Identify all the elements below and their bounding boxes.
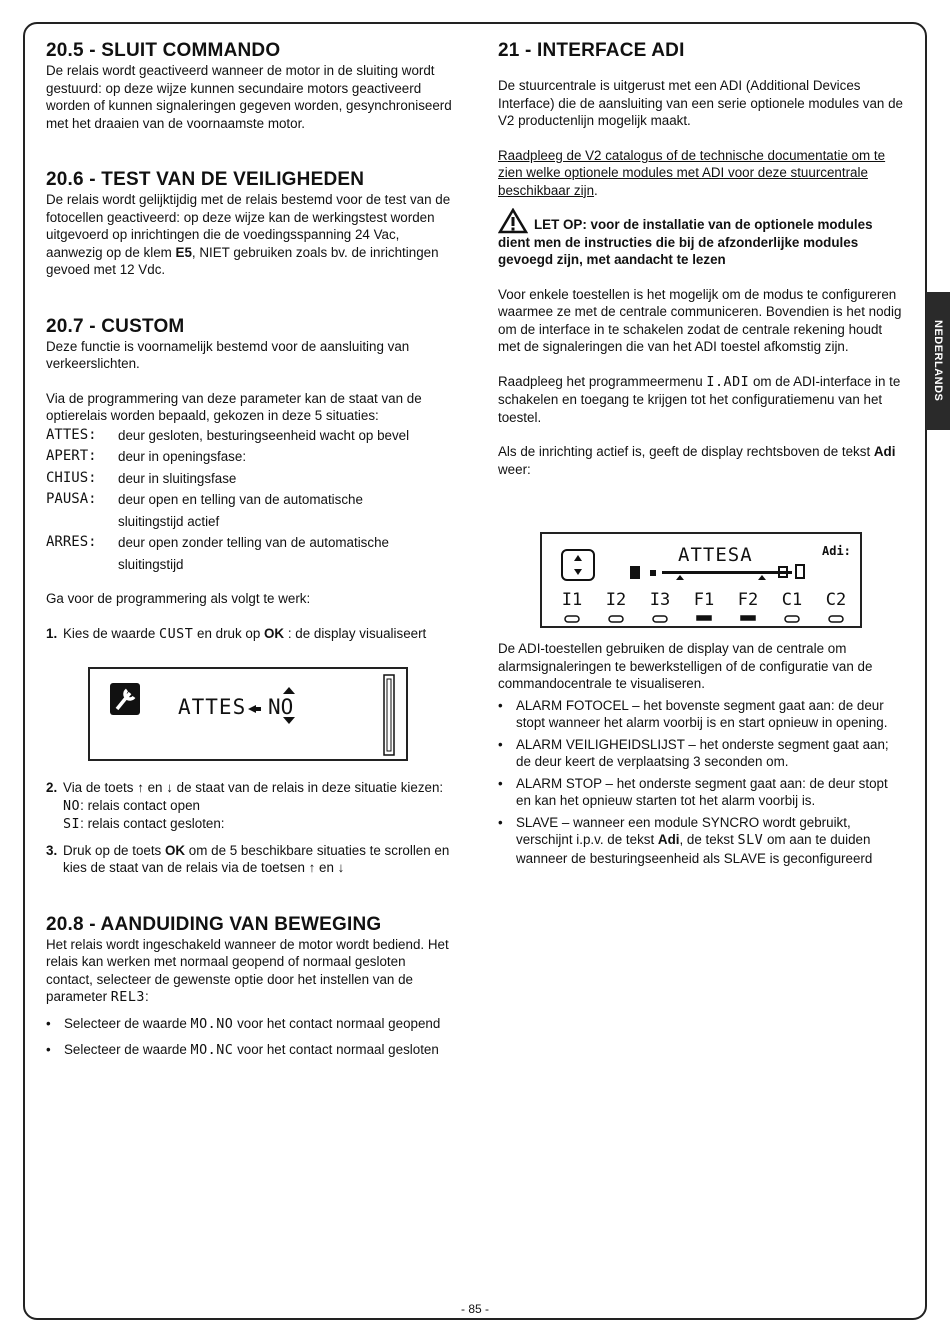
programming-intro: Ga voor de programmering als volgt te werk: <box>46 591 311 606</box>
option-code: CHIUS: <box>46 469 97 486</box>
lcd-display-custom <box>88 667 408 761</box>
warning-icon <box>498 208 528 234</box>
list-item: • SLAVE – wanneer een module SYNCRO wordt gebruikt, verschijnt i.p.v. de tekst Adi, de tekst SLV om aan te duiden wanneer de besturingseenheid als SLAVE is geconfigureerd <box>498 814 873 866</box>
step-2: 2. Via de toets ↑ en ↓ de staat van de relais in deze situatie kiezen: NO: relais contact open SI: relais contact gesloten: <box>46 780 444 832</box>
option-row <box>46 425 456 447</box>
language-tab[interactable]: NEDERLANDS <box>926 292 950 430</box>
catalog-note: Raadpleeg de V2 catalogus of de technische documentatie om te zien welke optionele modules met ADI voor deze stuurcentrale beschikbaar zijn. <box>498 147 886 198</box>
segment-indicator <box>697 616 711 620</box>
segment-indicator <box>565 616 579 622</box>
section-21-intro: De stuurcentrale is uitgerust met een ADI (Additional Devices Interface) die de aansluiting van een serie optionele modules van de V2 productenlijn mogelijk maakt. <box>498 78 903 128</box>
input-label: I2 <box>605 590 627 610</box>
input-label: C1 <box>781 590 803 610</box>
section-21-title: 21 - INTERFACE ADI <box>498 40 685 61</box>
option-description: deur open zonder telling van de automatische <box>118 535 389 550</box>
alarm-list <box>498 697 903 810</box>
section-20-7-options-intro: Via de programmering van deze parameter kan de staat van de optierelais worden bepaald, gekozen in deze 5 situaties: <box>46 390 422 423</box>
display-value: NO <box>268 695 294 719</box>
updown-arrow-icon <box>562 550 594 580</box>
adi-usage-paragraph: De ADI-toestellen gebruiken de display van de centrale om alarmsignaleringen te bewerkstelligen of de configuratie van de commandocentrale te visualiseren. <box>498 641 873 691</box>
section-20-8-body: Het relais wordt ingeschakeld wanneer de motor wordt bediend. Het relais kan werken met normaal geopend of normaal gesloten contact, selecteer de gewenste optie door het instellen van de parameter REL3: <box>46 936 449 1005</box>
segment-indicator <box>829 616 843 622</box>
list-item: • ALARM STOP – het onderste segment gaat aan: de deur stopt en kan het opnieuw starten tot het alarm voorbij is. <box>498 775 888 808</box>
section-20-6-body: De relais wordt gelijktijdig met de relais bestemd voor de test van de fotocellen geactiveerd: op deze wijze kan de werkingstest worden uitgevoerd op inrichtingen die de voedingsspanning 24 Vac, aanwezig op de klem E5, NIET gebruiken zoals bv. de inrichtingen gevoed met 12 Vdc. <box>46 192 451 277</box>
section-20-7-intro: Deze functie is voornamelijk bestemd voor de aansluiting van verkeerslichten. <box>46 338 410 371</box>
option-row <box>46 554 456 576</box>
section-20-8-title: 20.8 - AANDUIDING VAN BEWEGING <box>46 913 382 935</box>
section-20-5-body: De relais wordt geactiveerd wanneer de motor in de sluiting wordt gestuurd: op deze wijze kunnen secundaire motors geactiveerd worden of kunnen signaleringen gegeven worden, gesynchroniseerd met het draaien van de voornaamste motor. <box>46 63 452 131</box>
right-column <box>498 40 903 871</box>
display-paragraph: Als de inrichting actief is, geeft de display rechtsboven de tekst Adi weer: <box>498 444 896 477</box>
option-code: PAUSA: <box>46 491 97 507</box>
menu-paragraph: Raadpleeg het programmeermenu I.ADI om de ADI-interface in te schakelen en toegang te krijgen tot het configuratiemenu van het toestel. <box>498 373 901 425</box>
display-status-text: ATTESA <box>678 544 753 566</box>
display-adi-indicator: Adi: <box>822 544 851 558</box>
input-label: F2 <box>737 590 759 610</box>
option-code <box>46 511 118 533</box>
door-icon <box>630 565 804 580</box>
option-description: deur in sluitingsfase <box>118 470 237 486</box>
section-20-6-title: 20.6 - TEST VAN DE VEILIGHEDEN <box>46 169 365 190</box>
option-row <box>46 468 456 490</box>
option-row <box>46 532 456 554</box>
display-status-text: ATTES <box>178 695 247 719</box>
segment-indicator <box>609 616 623 622</box>
input-label: C2 <box>825 590 847 610</box>
list-item: • ALARM VEILIGHEIDSLIJST – het onderste segment gaat aan; de deur keert de verplaatsing 3 seconden om. <box>498 736 889 769</box>
option-description: sluitingstijd <box>118 556 184 572</box>
input-label: F1 <box>693 590 715 610</box>
lcd-display-adi <box>540 532 862 628</box>
list-item: • ALARM FOTOCEL – het bovenste segment gaat aan: de deur stopt wanneer het alarm voorbij is en start opnieuw in opening. <box>498 697 888 730</box>
segment-indicator <box>653 616 667 622</box>
option-row <box>46 489 456 511</box>
input-label: I3 <box>649 590 671 610</box>
option-description: deur open en telling van de automatische <box>118 492 363 507</box>
input-label: I1 <box>561 590 583 610</box>
display-input-labels <box>542 590 860 612</box>
option-code: ARRES: <box>46 534 97 550</box>
option-code: ATTES: <box>46 426 97 443</box>
page-number: - 85 - <box>460 1302 489 1316</box>
vertical-bar <box>384 675 394 755</box>
arrow-left-icon <box>248 705 261 713</box>
option-code: APERT: <box>46 448 97 464</box>
left-column <box>46 40 456 1064</box>
option-code <box>46 554 118 576</box>
option-row <box>46 511 456 533</box>
option-row <box>46 446 456 468</box>
option-description: deur gesloten, besturingseenheid wacht op bevel <box>118 427 410 443</box>
segment-row <box>565 616 843 622</box>
config-paragraph: Voor enkele toestellen is het mogelijk om de modus te configureren waarmee ze met de centrale communiceren. Bovendien is het nodig om de interface in te schakelen zodat de centrale rekening houdt met de signaleringen die van het ADI toestel afkomstig zijn. <box>498 286 902 354</box>
wrench-icon <box>110 683 140 715</box>
list-item: • Selecteer de waarde MO.NO voor het contact normaal geopend <box>46 1015 441 1032</box>
segment-indicator <box>785 616 799 622</box>
step-3: 3. Druk op de toets OK om de 5 beschikbare situaties te scrollen en kies de staat van de relais via de toetsen ↑ en ↓ <box>46 842 450 875</box>
section-20-7-title: 20.7 - CUSTOM <box>46 315 185 337</box>
lcd-display-graphic <box>90 669 406 759</box>
section-20-5-title: 20.5 - SLUIT COMMANDO <box>46 40 281 61</box>
step-1: 1. Kies de waarde CUST en druk op OK : de display visualiseert <box>46 625 427 642</box>
list-item: • Selecteer de waarde MO.NC voor het contact normaal gesloten <box>46 1042 439 1058</box>
warning-note: LET OP: voor de installatie van de optionele modules dient men de instructies die bij de afzonderlijke modules gevoegd zijn, met aandacht te lezen <box>498 216 903 269</box>
option-list <box>46 425 456 576</box>
option-description: deur in openingsfase: <box>118 449 247 464</box>
segment-indicator <box>741 616 755 620</box>
option-description: sluitingstijd actief <box>118 513 220 529</box>
